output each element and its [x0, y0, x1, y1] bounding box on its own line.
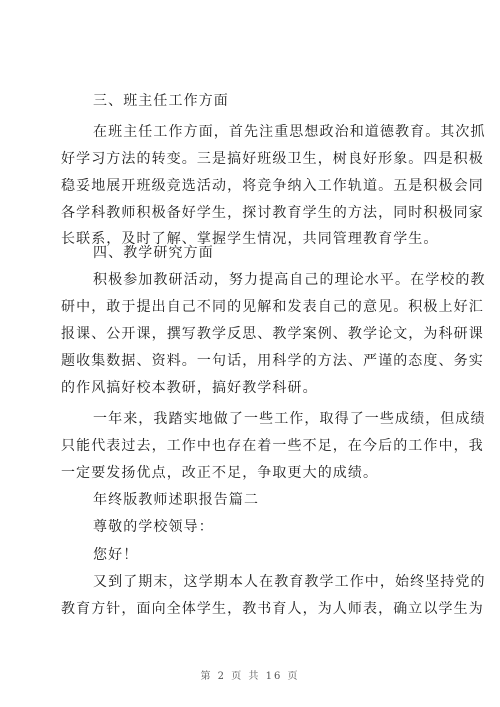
paragraph-line: 报课、公开课，撰写教学反思、教学案例、教学论文，为科研课 [61, 326, 484, 342]
section-heading-class-teacher: 三、班主任工作方面 [93, 93, 229, 109]
paragraph-line: 研中，敢于提出自己不同的见解和发表自己的意见。积极上好汇 [61, 299, 484, 315]
paragraph-line: 各学科教师积极备好学生，探讨教育学生的方法，同时积极同家 [61, 205, 484, 221]
paragraph-line: 教育方针，面向全体学生，教书育人，为人师表，确立以学生为 [61, 601, 484, 617]
paragraph-line: 在班主任工作方面，首先注重思想政治和道德教育。其次抓 [93, 124, 486, 140]
paragraph-line: 的作风搞好校本教研，搞好教学科研。 [61, 380, 318, 396]
paragraph-line: 长联系，及时了解、掌握学生情况，共同管理教育学生。 [61, 231, 439, 247]
paragraph-line: 积极参加教研活动，努力提高自己的理论水平。在学校的教 [93, 272, 486, 288]
greeting: 您好！ [93, 547, 139, 563]
page-number-footer: 第 2 页 共 16 页 [200, 671, 300, 682]
paragraph-line: 只能代表过去，工作中也存在着一些不足，在今后的工作中，我 [61, 438, 484, 454]
paragraph-line: 好学习方法的转变。三是搞好班级卫生，树良好形象。四是积极 [61, 151, 484, 167]
paragraph-line: 一定要发扬优点，改正不足，争取更大的成绩。 [61, 465, 379, 481]
paragraph-line: 又到了期末，这学期本人在教育教学工作中，始终坚持党的 [93, 574, 486, 590]
paragraph-line: 稳妥地展开班级竞选活动，将竞争纳入工作轨道。五是积极会同 [61, 178, 484, 194]
article-title: 年终版教师述职报告篇二 [93, 492, 260, 508]
section-heading-teaching-research-visible: 四、教学研究方面 [93, 245, 214, 261]
paragraph-line: 题收集数据、资料。一句话，用科学的方法、严谨的态度、务实 [61, 353, 484, 369]
paragraph-line: 一年来，我踏实地做了一些工作，取得了一些成绩，但成绩 [93, 411, 486, 427]
salutation: 尊敬的学校领导： [93, 519, 214, 535]
